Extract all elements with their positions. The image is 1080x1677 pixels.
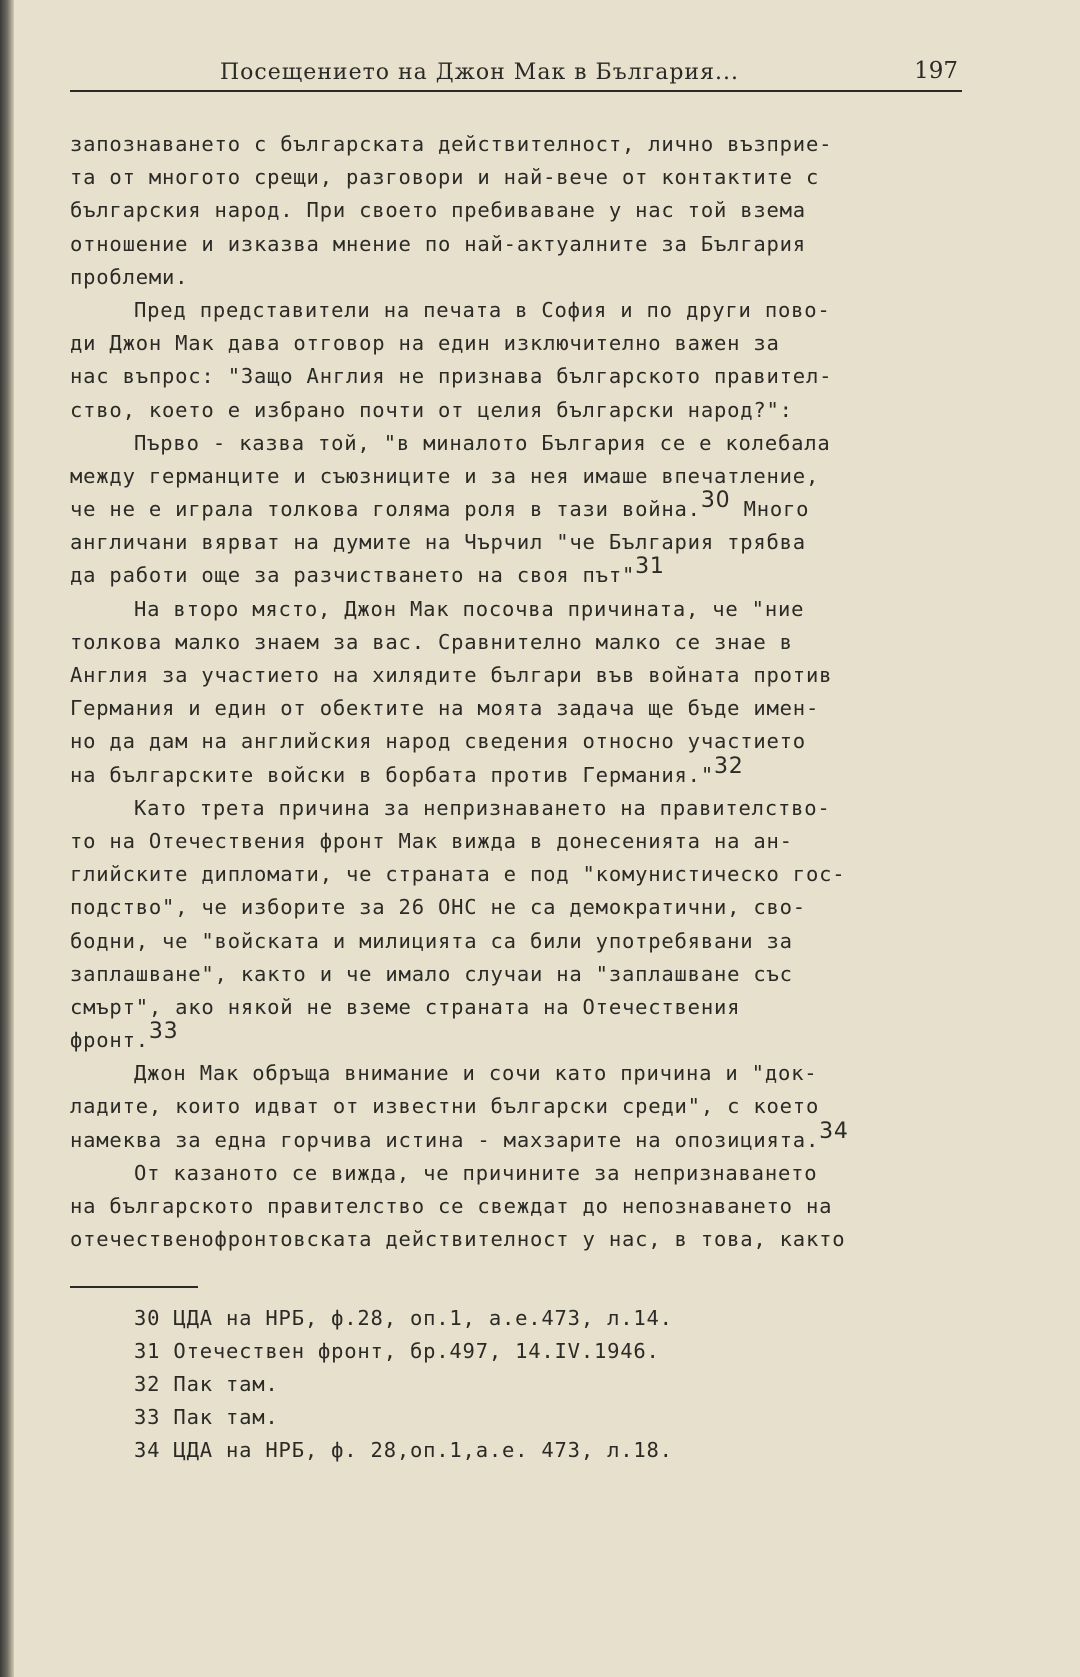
body-text (70, 128, 970, 1256)
footnote: 32 Пак там. (134, 1372, 279, 1396)
text-line: на българското правителство се свеждат до непознаването на (70, 1194, 833, 1218)
text-line: ладите, които идват от известни български среди", с което (70, 1094, 820, 1119)
text-line: то на Отечествения фронт Мак вижда в донесенията на ан- (70, 828, 793, 853)
text-line: проблеми. (70, 264, 189, 289)
text-line: Като трета причина за непризнаването на правителство- (134, 795, 831, 820)
text-segment: на българските войски в борбата против Германия." (70, 762, 714, 787)
text-line (70, 1019, 970, 1057)
text-line: та от многото срещи, разговори и най-вече от контактите с (70, 165, 820, 190)
text-segment: че не е играла толкова голяма роля в тази война. (70, 497, 701, 522)
text-segment: намеква за една горчива истина - махзарите на опозицията. (70, 1127, 820, 1152)
text-line (70, 753, 970, 792)
text-line: нас въпрос: "Защо Англия не признава българското правител- (70, 364, 833, 389)
text-line: отечественофронтовската действителност у нас, в това, както (70, 1227, 846, 1252)
text-line: На второ място, Джон Мак посочва причината, че "ние (134, 596, 805, 621)
text-line: отношение и изказва мнение по най-актуалните за България (70, 231, 806, 256)
text-line: бодни, че "войската и милицията са били употребявани за (70, 928, 793, 953)
text-line: Англия за участието на хилядите българи във войната против (70, 663, 833, 687)
text-line: Джон Мак обръща внимание и сочи като причина и "док- (134, 1061, 818, 1086)
footnote-separator (70, 1286, 198, 1288)
text-line: Първо - казва той, "в миналото България се е колебала (134, 430, 831, 455)
footnote: 34 ЦДА на НРБ, ф. 28,оп.1,а.е. 473, л.18. (134, 1438, 673, 1462)
text-line: толкова малко знаем за вас. Сравнително малко се знае в (70, 629, 793, 654)
text-line: между германците и съюзниците и за нея имаше впечатление, (70, 463, 820, 488)
text-line (70, 488, 970, 526)
text-line: ди Джон Мак дава отговор на един изключително важен за (70, 331, 780, 356)
footnote-ref: 31 (635, 554, 665, 580)
running-title: Посещението на Джон Мак в България... (220, 60, 739, 85)
footnote: 31 Отечествен фронт, бр.497, 14.IV.1946. (134, 1339, 660, 1363)
page-number: 197 (914, 58, 958, 84)
text-line: Германия и един от обектите на моята задача ще бъде имен- (70, 696, 820, 721)
text-line: българския народ. При своето пребиваване у нас той взема (70, 198, 806, 223)
footnote: 30 ЦДА на НРБ, ф.28, оп.1, а.е.473, л.14. (134, 1306, 673, 1330)
text-line: От казаното се вижда, че причините за непризнаването (134, 1160, 818, 1185)
text-segment: фронт. (70, 1028, 149, 1053)
text-line: но да дам на английския народ сведения относно участието (70, 729, 806, 754)
text-line: запознаването с българската действителност, лично възприе- (70, 132, 833, 156)
text-line: глийските дипломати, че страната е под "комунистическо гос- (70, 862, 846, 887)
running-header (70, 56, 962, 92)
text-line: Пред представители на печата в София и по други пово- (134, 297, 831, 322)
text-line: смърт", ако някой не вземе страната на Отечествения (70, 994, 741, 1019)
text-segment: да работи още за разчистването на своя път" (70, 563, 636, 588)
footnote-ref: 30 (700, 488, 731, 514)
text-segment: Много (743, 497, 810, 522)
footnote: 33 Пак там. (134, 1405, 279, 1429)
text-line: ство, което е избрано почти от целия български народ?": (70, 397, 793, 422)
footnote-ref: 33 (148, 1019, 179, 1045)
footnotes (134, 1302, 673, 1467)
text-line (70, 554, 970, 592)
footnote-ref: 34 (819, 1118, 849, 1144)
text-line: англичани вярват на думите на Чърчил "че България трябва (70, 530, 806, 555)
page-binding-edge (0, 0, 14, 1677)
text-line (70, 1118, 970, 1157)
text-line: подство", че изборите за 26 ОНС не са демократични, сво- (70, 895, 806, 920)
footnote-ref: 32 (713, 753, 744, 779)
text-line: заплашване", както и че имало случаи на "заплашване със (70, 961, 793, 986)
